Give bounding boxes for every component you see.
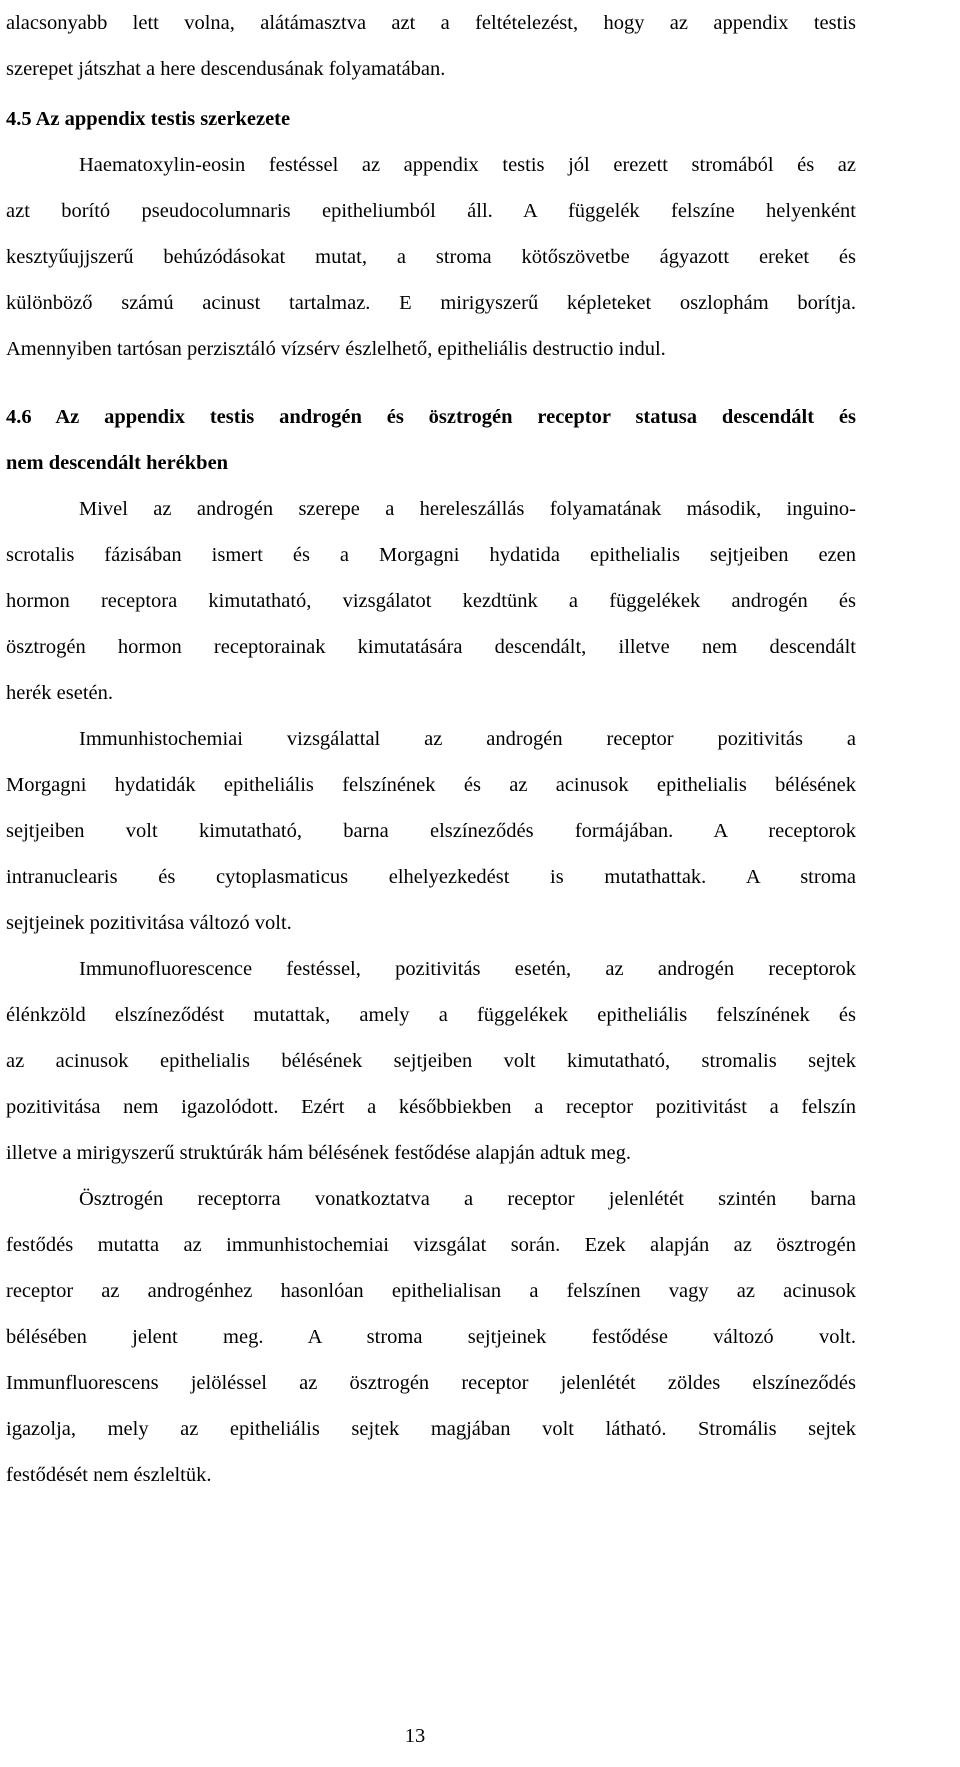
- paragraph: [6, 716, 856, 946]
- text-line: alacsonyabb lett volna, alátámasztva azt a feltételezést, hogy az appendix testis: [6, 12, 856, 34]
- section-heading: 4.6 Az appendix testis androgén és ösztrogén receptor statusa descendált és: [6, 406, 856, 428]
- text-line: Mivel az androgén szerepe a hereleszállás folyamatának második, inguino-: [79, 498, 856, 520]
- text-line: receptor az androgénhez hasonlóan epithelialisan a felszínen vagy az acinusok: [6, 1280, 856, 1302]
- text-line: pozitivitása nem igazolódott. Ezért a későbbiekben a receptor pozitivitást a felszín: [6, 1096, 856, 1118]
- text-line: Immunhistochemiai vizsgálattal az androgén receptor pozitivitás a: [79, 728, 856, 750]
- text-line: Ösztrogén receptorra vonatkoztatva a receptor jelenlétét szintén barna: [79, 1188, 856, 1210]
- paragraph: [6, 1176, 856, 1498]
- text-line: Immunfluorescens jelöléssel az ösztrogén receptor jelenlétét zöldes elszíneződés: [6, 1372, 856, 1394]
- section-4-6: [6, 394, 856, 1498]
- text-line: illetve a mirigyszerű struktúrák hám bélésének festődése alapján adtuk meg.: [6, 1142, 632, 1164]
- text-line: az acinusok epithelialis bélésének sejtjeiben volt kimutatható, stromalis sejtek: [6, 1050, 856, 1072]
- text-line: ösztrogén hormon receptorainak kimutatására descendált, illetve nem descendált: [6, 636, 856, 658]
- text-line: festődését nem észleltük.: [6, 1464, 212, 1486]
- text-line: szerepet játszhat a here descendusának folyamatában.: [6, 58, 446, 80]
- text-line: sejtjeinek pozitivitása változó volt.: [6, 912, 292, 934]
- text-line: igazolja, mely az epitheliális sejtek magjában volt látható. Stromális sejtek: [6, 1418, 856, 1440]
- text-line: élénkzöld elszíneződést mutattak, amely a függelékek epitheliális felszínének és: [6, 1004, 856, 1026]
- section-heading: nem descendált herékben: [6, 452, 229, 474]
- text-line: Haematoxylin-eosin festéssel az appendix testis jól erezett stromából és az: [79, 154, 856, 176]
- text-line: bélésében jelent meg. A stroma sejtjeinek festődése változó volt.: [6, 1326, 856, 1348]
- paragraph: [6, 486, 856, 716]
- text-line: Morgagni hydatidák epitheliális felszínének és az acinusok epithelialis bélésének: [6, 774, 856, 796]
- page-number: 13: [404, 1725, 426, 1747]
- text-line: scrotalis fázisában ismert és a Morgagni hydatida epithelialis sejtjeiben ezen: [6, 544, 856, 566]
- text-line: sejtjeiben volt kimutatható, barna elszíneződés formájában. A receptorok: [6, 820, 856, 842]
- text-line: Amennyiben tartósan perzisztáló vízsérv észlelhető, epitheliális destructio indul.: [6, 338, 666, 360]
- text-line: hormon receptora kimutatható, vizsgálatot kezdtünk a függelékek androgén és: [6, 590, 856, 612]
- intro-paragraph: [6, 0, 856, 92]
- paragraph: [6, 946, 856, 1176]
- document-page: [6, 0, 856, 1498]
- text-line: intranuclearis és cytoplasmaticus elhelyezkedést is mutathattak. A stroma: [6, 866, 856, 888]
- text-line: azt borító pseudocolumnaris epitheliumból áll. A függelék felszíne helyenként: [6, 200, 856, 222]
- text-line: különböző számú acinust tartalmaz. E mirigyszerű képleteket oszlophám borítja.: [6, 292, 856, 314]
- paragraph: [6, 142, 856, 372]
- section-4-5: [6, 96, 856, 372]
- text-line: herék esetén.: [6, 682, 113, 704]
- text-line: festődés mutatta az immunhistochemiai vizsgálat során. Ezek alapján az ösztrogén: [6, 1234, 856, 1256]
- text-line: Immunofluorescence festéssel, pozitivitás esetén, az androgén receptorok: [79, 958, 856, 980]
- text-line: kesztyűujjszerű behúzódásokat mutat, a stroma kötőszövetbe ágyazott ereket és: [6, 246, 856, 268]
- section-heading: 4.5 Az appendix testis szerkezete: [6, 108, 291, 130]
